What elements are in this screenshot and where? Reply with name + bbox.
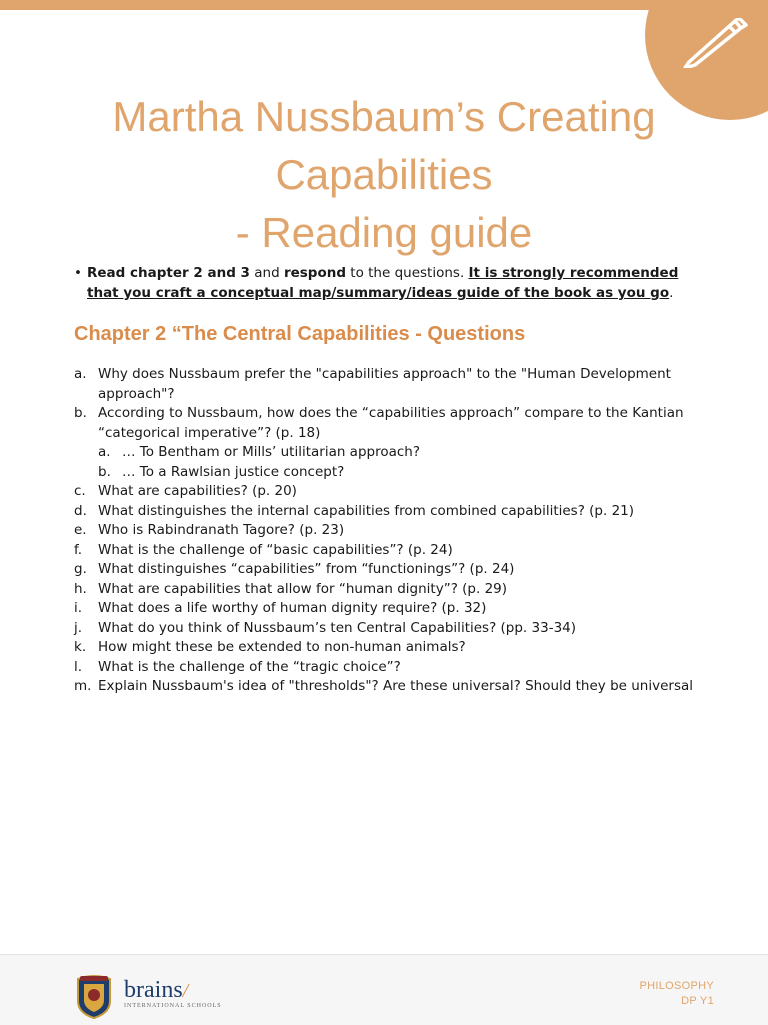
brand-slash-mark: / — [182, 980, 189, 1002]
question-item — [74, 560, 714, 580]
instruction-end: . — [669, 285, 674, 301]
subject-name: PHILOSOPHY — [639, 980, 714, 992]
question-item — [74, 404, 714, 443]
question-item — [74, 677, 714, 697]
question-marker: b. — [74, 405, 87, 421]
question-text: Who is Rabindranath Tagore? (p. 23) — [98, 522, 345, 538]
question-marker: f. — [74, 541, 83, 558]
question-marker: c. — [74, 483, 86, 499]
question-marker: b. — [98, 463, 111, 480]
question-item — [74, 482, 714, 502]
instructions-body — [87, 263, 704, 303]
question-item — [74, 502, 714, 522]
instruction-recommendation: It is strongly recommended that you craft a conceptual map/summary/ideas guide of the book as you go — [87, 265, 679, 301]
question-marker: m. — [74, 678, 92, 694]
instructions — [74, 263, 704, 303]
sub-question-item — [74, 443, 714, 463]
instructions-bullet: • — [74, 265, 82, 281]
page-title — [0, 88, 768, 262]
question-text: Explain Nussbaum's idea of "thresholds"? Are these universal? Should they be universal — [98, 678, 694, 694]
question-text: What distinguishes the internal capabilities from combined capabilities? (p. 21) — [98, 502, 635, 519]
question-text: What are capabilities? (p. 20) — [98, 483, 297, 499]
question-item — [74, 619, 714, 639]
instruction-respond: respond — [283, 265, 346, 281]
question-marker: a. — [98, 444, 111, 460]
question-marker: d. — [74, 502, 87, 519]
brand-name: brains — [124, 977, 183, 1003]
question-marker: e. — [74, 522, 87, 538]
sub-question-item — [74, 463, 714, 483]
question-item — [74, 521, 714, 541]
question-text: What distinguishes “capabilities” from “functionings”? (p. 24) — [98, 561, 515, 577]
instruction-questions: to the questions. — [346, 265, 469, 281]
question-item — [74, 658, 714, 678]
title-line-1: Martha Nussbaum’s Creating — [112, 93, 656, 140]
brand-logo — [124, 977, 188, 1004]
question-marker: g. — [74, 561, 87, 577]
question-text: What is the challenge of “basic capabilities”? (p. 24) — [98, 541, 453, 558]
question-marker: k. — [74, 639, 87, 655]
question-text: What does a life worthy of human dignity require? (p. 32) — [98, 600, 487, 616]
question-text: What do you think of Nussbaum’s ten Central Capabilities? (pp. 33-34) — [98, 619, 577, 636]
instruction-read: Read chapter 2 and 3 — [87, 265, 250, 281]
question-text: What are capabilities that allow for “human dignity”? (p. 29) — [98, 580, 508, 597]
question-item — [74, 638, 714, 658]
question-marker: h. — [74, 580, 87, 597]
pencil-icon — [683, 18, 759, 68]
brand-subtitle: INTERNATIONAL SCHOOLS — [124, 1003, 222, 1009]
question-item — [74, 365, 714, 404]
question-item — [74, 541, 714, 561]
question-item — [74, 599, 714, 619]
chapter-heading: Chapter 2 “The Central Capabilities - Questions — [74, 323, 526, 345]
question-item — [74, 580, 714, 600]
question-marker: a. — [74, 366, 87, 382]
school-crest-icon — [74, 975, 114, 1019]
question-marker: j. — [74, 619, 83, 636]
instruction-and: and — [249, 265, 284, 281]
subject-year: DP Y1 — [681, 995, 714, 1007]
question-text: What is the challenge of the “tragic choice”? — [98, 658, 401, 675]
page-footer — [0, 954, 768, 1025]
title-line-2: Capabilities — [275, 151, 493, 198]
title-line-3: - Reading guide — [235, 209, 533, 256]
question-list — [74, 365, 714, 697]
question-text: … To Bentham or Mills’ utilitarian approach? — [122, 444, 421, 460]
subject-label — [639, 979, 714, 1009]
question-text: According to Nussbaum, how does the “capabilities approach” compare to the Kantian “categorical imperative”? (p. 18) — [98, 405, 684, 441]
question-marker: i. — [74, 600, 83, 616]
question-text: … To a Rawlsian justice concept? — [122, 463, 345, 480]
question-text: How might these be extended to non-human animals? — [98, 639, 466, 655]
question-marker: l. — [74, 658, 83, 675]
question-text: Why does Nussbaum prefer the "capabilities approach" to the "Human Development approach"? — [98, 366, 671, 402]
